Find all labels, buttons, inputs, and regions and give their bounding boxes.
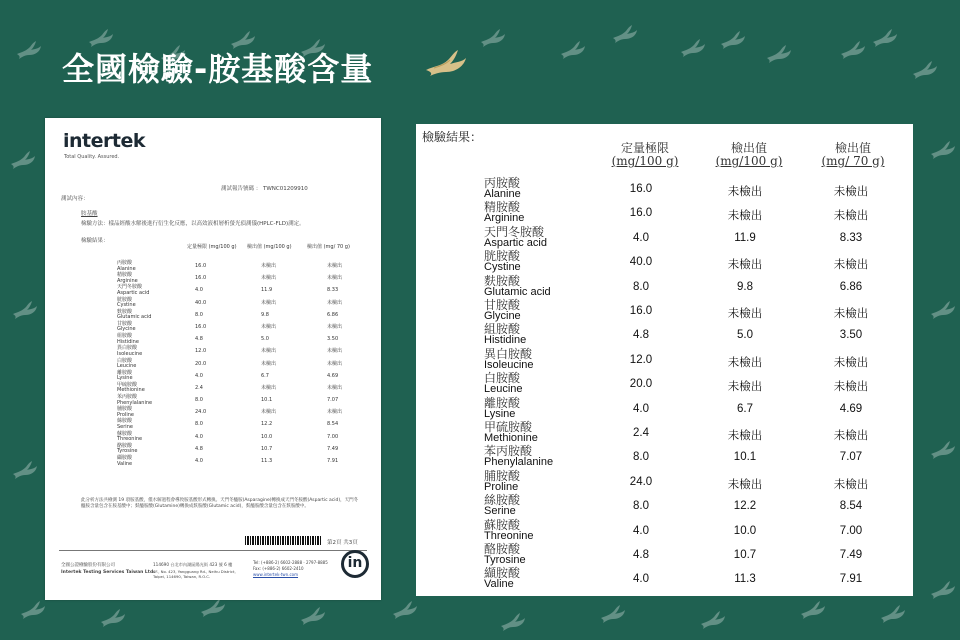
amino-acid-name-en: Glutamic acid — [117, 314, 152, 321]
value-per-100g: 10.1 — [733, 451, 757, 464]
loq-value: 16.0 — [195, 275, 207, 282]
loq-value: 8.0 — [633, 451, 649, 464]
loq-value: 20.0 — [195, 360, 207, 367]
value-per-70g: 未檢出 — [327, 299, 343, 306]
amino-acid-name-en: Phenylalanine — [117, 399, 153, 406]
col-header-per70g — [810, 142, 896, 168]
footer-divider — [59, 550, 367, 551]
table-row — [416, 420, 913, 444]
company-tel: Tel: (+886-2) 6602-2888 · 2797-8885 — [253, 560, 328, 565]
value-per-100g: 9.8 — [261, 311, 269, 318]
loq-value: 4.0 — [195, 287, 203, 294]
amino-acid-name: 甲硫胺酸 — [484, 420, 533, 434]
value-per-100g: 未檢出 — [727, 381, 763, 394]
amino-acid-name: 酪胺酸 — [484, 542, 521, 556]
intertek-in-logo-icon: in — [341, 550, 369, 578]
amino-acid-name-en: Cystine — [484, 261, 521, 274]
table-row — [416, 396, 913, 420]
table-row — [416, 469, 913, 493]
table-row — [416, 200, 913, 224]
loq-value: 8.0 — [195, 311, 203, 318]
amino-acid-name-en: Threonine — [117, 436, 143, 443]
test-method: 檢驗方法：樣品經酸水解後進行衍生化反應，以高效液相層析螢光偵測儀(HPLC-FLD)測定。 — [81, 221, 305, 227]
swallow-deco-icon — [930, 140, 956, 160]
swallow-deco-icon — [100, 608, 126, 628]
value-per-100g: 未檢出 — [727, 210, 763, 223]
amino-acid-name: 天門冬胺酸 — [117, 284, 143, 291]
amino-acid-name-en: Alanine — [484, 188, 521, 200]
amino-acid-name-en: Lysine — [484, 407, 516, 420]
table-row — [416, 298, 913, 322]
amino-acid-name: 甘胺酸 — [484, 298, 521, 312]
swallow-deco-icon — [800, 600, 826, 620]
amino-acid-name: 絲胺酸 — [484, 493, 521, 508]
table-row — [416, 225, 913, 249]
amino-acid-name: 蘇胺酸 — [484, 517, 521, 532]
loq-value: 4.8 — [195, 445, 203, 452]
amino-acid-name: 胱胺酸 — [484, 249, 521, 264]
page-title: 全國檢驗-胺基酸含量 — [62, 50, 374, 88]
amino-acid-name-en: Glutamic acid — [484, 285, 551, 298]
amino-acid-name: 離胺酸 — [484, 395, 521, 410]
value-per-70g: 未檢出 — [833, 186, 869, 198]
loq-value: 12.0 — [195, 348, 207, 355]
col-header-per100g: 檢出值 (mg/100 g) — [247, 244, 292, 250]
results-label: 檢驗結果： — [81, 238, 109, 244]
amino-acid-name-en: Methionine — [117, 387, 145, 394]
amino-acid-name-en: Tyrosine — [117, 448, 138, 455]
table-row — [416, 274, 913, 298]
loq-value: 4.0 — [195, 458, 203, 464]
value-per-70g: 7.91 — [839, 573, 863, 586]
amino-acid-name: 絲胺酸 — [117, 418, 133, 425]
swallow-deco-icon — [392, 600, 418, 620]
amino-acid-name: 組胺酸 — [117, 333, 133, 340]
amino-acid-name: 異白胺酸 — [117, 345, 138, 352]
value-per-70g: 未檢出 — [833, 381, 869, 394]
loq-value: 12.0 — [629, 353, 653, 366]
table-row — [416, 249, 913, 273]
value-per-70g: 未檢出 — [327, 275, 343, 282]
value-per-100g: 9.8 — [737, 280, 753, 293]
table-row — [117, 285, 367, 297]
value-per-70g: 7.00 — [327, 433, 339, 440]
amino-acid-name: 脯胺酸 — [484, 468, 521, 483]
amino-acid-name-en: Alanine — [117, 265, 136, 272]
table-row — [117, 383, 367, 395]
loq-value: 40.0 — [195, 299, 207, 306]
loq-value: 8.0 — [633, 280, 649, 293]
loq-value: 8.0 — [195, 397, 203, 404]
section-heading: 胺基酸 — [81, 211, 98, 217]
company-fax: Fax: (+886-2) 6602-2410 — [253, 566, 304, 571]
loq-value: 4.0 — [633, 524, 649, 537]
amino-acid-name: 丙胺酸 — [117, 260, 133, 266]
amino-acid-name: 麩胺酸 — [484, 273, 521, 288]
loq-value: 16.0 — [195, 323, 207, 330]
amino-acid-name-en: Arginine — [484, 212, 525, 225]
value-per-100g: 未檢出 — [261, 348, 277, 355]
swallow-deco-icon — [930, 440, 956, 460]
swallow-deco-icon — [766, 44, 792, 64]
value-per-70g: 6.86 — [839, 280, 863, 293]
amino-acid-name: 苯丙胺酸 — [484, 444, 533, 459]
amino-acid-name-en: Aspartic acid — [117, 289, 150, 296]
amino-acid-name-en: Histidine — [117, 338, 139, 345]
amino-acid-name: 白胺酸 — [484, 371, 521, 386]
table-row — [117, 407, 367, 419]
company-address-en: 6F., No. 423, Yangguang Rd., Neihu District, Taipei, 114690, Taiwan, R.O.C. — [153, 569, 236, 579]
amino-acid-name: 胱胺酸 — [117, 296, 133, 303]
col-header-per100g-title: 檢出值 — [730, 141, 767, 155]
value-per-100g: 未檢出 — [261, 263, 277, 269]
swallow-deco-icon — [912, 60, 938, 80]
results-label: 檢驗結果： — [422, 130, 483, 144]
report-number: 測試報告號碼 ： TWNC01209910 — [221, 186, 308, 192]
value-per-100g: 未檢出 — [261, 275, 277, 282]
amino-acid-name-en: Phenylalanine — [484, 456, 554, 469]
loq-value: 24.0 — [629, 475, 653, 488]
loq-value: 40.0 — [629, 256, 653, 269]
amino-acid-name-en: Arginine — [117, 277, 138, 284]
table-row — [117, 310, 367, 322]
company-address: 114690 台北市內湖區陽光街 423 號 6 樓 — [153, 562, 233, 567]
amino-acid-name: 離胺酸 — [117, 369, 133, 376]
amino-acid-name: 纈胺酸 — [117, 455, 133, 461]
amino-acid-name-en: Aspartic acid — [484, 236, 547, 249]
table-row — [416, 542, 913, 566]
loq-value: 16.0 — [629, 207, 653, 220]
col-header-per100g — [706, 142, 792, 168]
value-per-100g: 10.1 — [261, 397, 273, 404]
swallow-deco-icon — [16, 40, 42, 60]
table-row — [416, 493, 913, 517]
loq-value: 4.0 — [195, 433, 203, 440]
value-per-100g: 11.9 — [261, 287, 273, 294]
value-per-70g: 7.49 — [839, 549, 863, 561]
loq-value: 4.0 — [633, 231, 649, 244]
swallow-deco-icon — [680, 38, 706, 58]
table-row — [416, 347, 913, 371]
value-per-70g: 8.54 — [839, 500, 863, 513]
table-row — [416, 444, 913, 468]
amino-acid-name: 丙胺酸 — [484, 176, 521, 190]
value-per-100g: 12.2 — [261, 421, 273, 428]
amino-acid-name-en: Lysine — [117, 375, 133, 382]
lab-report-results-zoom — [416, 124, 913, 596]
left-results-table — [117, 261, 367, 468]
value-per-70g: 未檢出 — [327, 323, 343, 330]
value-per-70g: 未檢出 — [833, 478, 869, 491]
value-per-100g: 6.7 — [261, 372, 269, 379]
amino-acid-name-en: Leucine — [484, 383, 523, 396]
swallow-deco-icon — [560, 40, 586, 60]
amino-acid-name: 異白胺酸 — [484, 346, 533, 361]
table-row — [117, 419, 367, 431]
amino-acid-name-en: Isoleucine — [484, 358, 534, 371]
swallow-deco-icon — [20, 600, 46, 620]
table-row — [117, 346, 367, 358]
value-per-100g: 10.0 — [261, 433, 273, 440]
swallow-deco-icon — [930, 580, 956, 600]
value-per-70g: 未檢出 — [833, 259, 869, 272]
swallow-deco-icon — [12, 300, 38, 320]
amino-acid-name: 脯胺酸 — [117, 406, 133, 413]
analysis-note: 此分析方法共檢測 19 項胺基酸，僅水解過程會導致胺基酸形式轉換。天門冬醯胺(Asparagine)轉換成天門冬胺酸(Aspartic acid)，天門冬醯胺含量包含在胺基酸中；麩醯胺酸(Glutamine)轉換成麩胺酸(Glutamic acid)，麩醯胺酸含量包含在麩胺酸中。 — [81, 498, 359, 509]
value-per-70g: 7.07 — [327, 397, 339, 404]
swallow-deco-icon — [612, 24, 638, 44]
table-row — [416, 322, 913, 346]
table-row — [117, 298, 367, 310]
table-row — [117, 456, 367, 468]
value-per-70g: 7.49 — [327, 445, 339, 452]
value-per-100g: 5.0 — [261, 336, 269, 343]
value-per-100g: 5.0 — [737, 329, 753, 342]
value-per-70g: 8.33 — [839, 231, 863, 244]
amino-acid-name: 甘胺酸 — [117, 320, 133, 327]
table-row — [117, 261, 367, 273]
value-per-100g: 未檢出 — [727, 259, 763, 272]
test-content-label: 測試內容： — [61, 196, 89, 202]
amino-acid-name-en: Threonine — [484, 529, 534, 542]
amino-acid-name-en: Glycine — [484, 310, 521, 322]
value-per-100g: 未檢出 — [261, 299, 277, 306]
value-per-100g: 未檢出 — [261, 323, 277, 330]
swallow-logo-icon — [424, 48, 468, 82]
col-header-per70g-unit: (mg/ 70 g) — [821, 154, 885, 168]
amino-acid-name: 精胺酸 — [484, 200, 521, 215]
value-per-100g: 未檢出 — [727, 308, 763, 320]
value-per-70g: 未檢出 — [327, 263, 343, 269]
value-per-100g: 未檢出 — [261, 360, 277, 367]
col-header-loq-unit: (mg/100 g) — [611, 154, 679, 168]
loq-value: 4.8 — [633, 549, 649, 561]
value-per-70g: 未檢出 — [833, 210, 869, 223]
swallow-deco-icon — [720, 30, 746, 50]
swallow-deco-icon — [12, 460, 38, 480]
amino-acid-name-en: Proline — [117, 411, 134, 418]
col-header-per100g-unit: (mg/100 g) — [715, 154, 783, 168]
amino-acid-name-en: Serine — [484, 505, 516, 518]
value-per-70g: 4.69 — [839, 402, 863, 415]
company-name-en: Intertek Testing Services Taiwan Ltd. — [61, 570, 155, 575]
amino-acid-name: 天門冬胺酸 — [484, 224, 545, 239]
value-per-70g: 6.86 — [327, 311, 339, 318]
col-header-per70g-title: 檢出值 — [834, 141, 871, 155]
table-row — [117, 371, 367, 383]
table-row — [416, 371, 913, 395]
company-name: 全國公證檢驗股份有限公司 — [61, 563, 115, 568]
loq-value: 16.0 — [195, 263, 207, 269]
loq-value: 8.0 — [633, 500, 649, 513]
value-per-70g: 未檢出 — [833, 308, 869, 320]
amino-acid-name-en: Isoleucine — [117, 350, 143, 357]
col-header-loq-title: 定量極限 — [620, 141, 669, 155]
swallow-deco-icon — [700, 610, 726, 630]
value-per-100g: 未檢出 — [261, 384, 277, 391]
value-per-70g: 7.00 — [839, 524, 863, 537]
value-per-70g: 4.69 — [327, 372, 339, 379]
value-per-100g: 未檢出 — [727, 186, 763, 198]
value-per-70g: 3.50 — [839, 329, 863, 342]
amino-acid-name: 麩胺酸 — [117, 308, 133, 315]
brand-tagline: Total Quality. Assured. — [64, 154, 120, 160]
value-per-70g: 未檢出 — [327, 409, 343, 416]
loq-value: 4.8 — [195, 336, 203, 343]
loq-value: 4.0 — [633, 573, 649, 586]
amino-acid-name: 精胺酸 — [117, 272, 133, 279]
table-row — [117, 273, 367, 285]
col-header-loq — [602, 142, 688, 168]
amino-acid-name: 組胺酸 — [484, 322, 521, 337]
amino-acid-name-en: Proline — [484, 480, 519, 493]
amino-acid-name: 甲硫胺酸 — [117, 381, 138, 388]
table-row — [117, 322, 367, 334]
swallow-deco-icon — [872, 28, 898, 48]
value-per-100g: 未檢出 — [727, 430, 763, 442]
value-per-70g: 8.54 — [327, 421, 339, 428]
swallow-deco-icon — [840, 40, 866, 60]
value-per-100g: 10.7 — [733, 549, 757, 561]
amino-acid-name-en: Methionine — [484, 432, 538, 444]
loq-value: 20.0 — [629, 378, 653, 391]
value-per-70g: 7.91 — [327, 458, 339, 464]
table-row — [117, 395, 367, 407]
page-number: 第2頁 共3頁 — [327, 540, 358, 546]
value-per-100g: 6.7 — [737, 402, 753, 415]
swallow-deco-icon — [600, 604, 626, 624]
value-per-100g: 未檢出 — [727, 478, 763, 491]
swallow-deco-icon — [930, 300, 956, 320]
col-header-loq: 定量極限 (mg/100 g) — [187, 244, 237, 250]
value-per-100g: 10.7 — [261, 445, 273, 452]
table-row — [117, 444, 367, 456]
table-row — [117, 432, 367, 444]
swallow-deco-icon — [10, 150, 36, 170]
value-per-100g: 10.0 — [733, 524, 757, 537]
intertek-logo: intertek — [63, 130, 145, 152]
value-per-100g: 未檢出 — [261, 409, 277, 416]
table-row — [416, 566, 913, 590]
table-row — [117, 334, 367, 346]
value-per-70g: 3.50 — [327, 336, 339, 343]
company-website-link[interactable]: www.intertek-twn.com — [253, 572, 299, 577]
lab-report-page-thumbnail — [45, 118, 381, 600]
loq-value: 24.0 — [195, 409, 207, 416]
amino-acid-name: 白胺酸 — [117, 357, 133, 364]
amino-acid-name: 纈胺酸 — [484, 566, 521, 581]
value-per-70g: 未檢出 — [327, 360, 343, 367]
swallow-deco-icon — [300, 606, 326, 626]
amino-acid-name: 蘇胺酸 — [117, 430, 133, 437]
loq-value: 2.4 — [633, 427, 649, 439]
value-per-100g: 11.9 — [734, 231, 756, 244]
amino-acid-name-en: Cystine — [117, 302, 136, 309]
amino-acid-name: 苯丙胺酸 — [117, 394, 138, 401]
value-per-70g: 未檢出 — [327, 384, 343, 391]
value-per-70g: 未檢出 — [833, 430, 869, 442]
swallow-deco-icon — [200, 598, 226, 618]
value-per-70g: 未檢出 — [833, 356, 869, 369]
value-per-70g: 7.07 — [839, 451, 863, 464]
col-header-per70g: 檢出值 (mg/ 70 g) — [307, 244, 350, 250]
value-per-70g: 未檢出 — [327, 348, 343, 355]
value-per-100g: 12.2 — [733, 500, 757, 513]
loq-value: 2.4 — [195, 384, 203, 391]
amino-acid-name-en: Valine — [484, 578, 514, 591]
loq-value: 16.0 — [629, 305, 653, 317]
swallow-deco-icon — [500, 612, 526, 632]
table-row — [416, 176, 913, 200]
value-per-100g: 11.3 — [261, 458, 273, 464]
amino-acid-name-en: Tyrosine — [484, 554, 526, 566]
table-row — [416, 518, 913, 542]
loq-value: 4.0 — [195, 372, 203, 379]
swallow-deco-icon — [880, 604, 906, 624]
amino-acid-name-en: Serine — [117, 423, 133, 430]
amino-acid-name-en: Histidine — [484, 334, 527, 347]
table-row — [117, 359, 367, 371]
loq-value: 4.8 — [633, 329, 649, 342]
loq-value: 16.0 — [629, 183, 653, 195]
barcode — [245, 536, 321, 545]
amino-acid-name: 酪胺酸 — [117, 442, 133, 449]
loq-value: 8.0 — [195, 421, 203, 428]
value-per-100g: 11.3 — [734, 573, 756, 586]
swallow-deco-icon — [480, 28, 506, 48]
loq-value: 4.0 — [633, 402, 649, 415]
amino-acid-name-en: Valine — [117, 460, 133, 467]
amino-acid-name-en: Leucine — [117, 363, 137, 369]
value-per-70g: 8.33 — [327, 287, 339, 294]
amino-acid-name-en: Glycine — [117, 326, 136, 333]
value-per-100g: 未檢出 — [727, 356, 763, 369]
